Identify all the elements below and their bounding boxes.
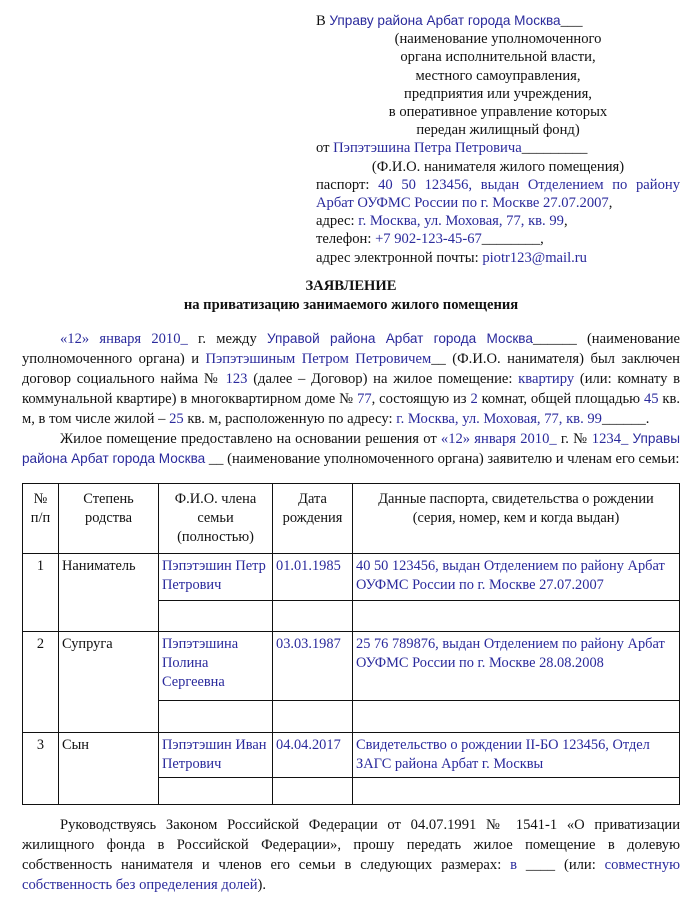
text-fragment: ________, [481, 231, 544, 248]
passport-line [316, 176, 680, 212]
filled-value: Пэпэтэшиным Петром Петровичем [205, 350, 432, 367]
header-document: Данные паспорта, свидетельства о рождении (серия, номер, кем и когда выдан) [353, 483, 680, 553]
cell-document: Свидетельство о рождении II-БО 123456, Отдел ЗАГС района Арбат г. Москвы [353, 732, 680, 777]
table-row [23, 553, 680, 600]
cell-name: Пэпэтэшина Полина Сергеевна [159, 631, 273, 700]
filled-value: совместную собственность без определения долей [22, 856, 681, 893]
text-fragment: ______ (наименование уполномоченного органа) и [22, 330, 680, 367]
table-header-row [23, 483, 680, 553]
filled-value: 77 [357, 390, 372, 407]
filled-value: г. Москва, ул. Моховая, 77, кв. 99 [396, 410, 602, 427]
cell-document: 25 76 789876, выдан Отделением по району Арбат ОУФМС России по г. Москве 28.08.2008 [353, 631, 680, 700]
text-fragment: кв. м, в том числе жилой – [22, 390, 681, 427]
text-fragment: __ (наименование уполномоченного органа) заявителю и членам его семьи: [205, 450, 680, 467]
filled-value: г. Москва, ул. Моховая, 77, кв. 99 [358, 213, 564, 230]
filled-value: +7 902-123-45-67 [375, 231, 482, 248]
paragraph-request [22, 815, 680, 895]
text-fragment: (или: комнату в коммунальной квартире) в многоквартирном доме № [22, 370, 681, 407]
header-block [316, 12, 680, 267]
header-name: Ф.И.О. члена семьи (полностью) [159, 483, 273, 553]
text-fragment: Жилое помещение предоставлено на основании решения от [60, 430, 441, 447]
header-birth-date: Дата рождения [273, 483, 353, 553]
filled-value: в [510, 856, 518, 873]
text-fragment: адрес электронной почты: [316, 249, 483, 266]
from-note: (Ф.И.О. нанимателя жилого помещения) [371, 158, 625, 175]
note-line: предприятия или учреждения, [404, 85, 592, 102]
text-fragment: В [316, 13, 330, 29]
text-fragment: ______. [601, 410, 650, 427]
filled-value: Управой района Арбат города Москва [266, 330, 533, 346]
filled-value: Управу района Арбат города Москва [329, 13, 561, 28]
text-fragment: ____ (или: [517, 856, 605, 873]
filled-value: 2 [470, 390, 478, 407]
text-fragment: г. между [187, 330, 267, 347]
text-fragment: Руководствуясь Законом Российской Федерации от 04.07.1991 № 1541-1 «О приватизации жилищного фонда в Российской Федерации», прошу передать жилое помещение в долевую собственность нанимателя и членов его семьи в следующих размерах: [22, 816, 680, 873]
text-fragment: , состоящую из [371, 390, 471, 407]
cell-birth-date: 01.01.1985 [273, 553, 353, 600]
text-fragment: (далее – Договор) на жилое помещение: [247, 370, 519, 387]
cell-relation: Наниматель [59, 553, 159, 631]
paragraph-basis [22, 429, 680, 469]
paragraph-contract [22, 329, 680, 429]
text-fragment: г. № [556, 430, 592, 447]
header-relation: Степень родства [59, 483, 159, 553]
cell-name: Пэпэтэшин Петр Петрович [159, 553, 273, 600]
text-fragment: ). [257, 876, 267, 893]
text-fragment: , [608, 195, 613, 212]
text-fragment: телефон: [316, 231, 376, 248]
filled-value: 40 50 123456, выдан Отделением по району Арбат ОУФМС России по г. Москве 27.07.2007 [316, 176, 680, 212]
text-fragment: __ (Ф.И.О. нанимателя) был заключен договор социального найма № [22, 350, 680, 387]
addressee-note [316, 30, 680, 139]
note-line: органа исполнительной власти, [400, 49, 596, 66]
note-line: местного самоуправления, [415, 67, 581, 84]
address-line [316, 212, 680, 230]
cell-number: 2 [23, 631, 59, 732]
cell-number: 1 [23, 553, 59, 631]
filled-value: квартиру [518, 370, 575, 387]
text-fragment: кв. м, расположенную по адресу: [183, 410, 397, 427]
filled-value: 123 [225, 370, 248, 387]
text-fragment: комнат, общей площадью [477, 390, 644, 407]
filled-value: 25 [169, 410, 184, 427]
cell-birth-date: 04.04.2017 [273, 732, 353, 777]
text-fragment: адрес: [316, 213, 359, 230]
addressee-line [316, 12, 680, 30]
filled-value: piotr123@mail.ru [482, 249, 587, 266]
table-row [23, 631, 680, 700]
text-fragment: ___ [560, 13, 583, 29]
text-fragment: паспорт: [316, 176, 379, 193]
cell-name: Пэпэтэшин Иван Петрович [159, 732, 273, 777]
cell-document: 40 50 123456, выдан Отделением по району Арбат ОУФМС России по г. Москве 27.07.2007 [353, 553, 680, 600]
filled-value: Управы района Арбат города Москва [22, 430, 680, 466]
text-fragment: от [316, 140, 334, 157]
note-line: передан жилищный фонд) [416, 122, 580, 139]
from-line [316, 139, 680, 157]
filled-value: «12» января 2010_ [60, 330, 188, 347]
text-fragment: _________ [521, 140, 588, 157]
note-line: в оперативное управление которых [388, 104, 608, 121]
cell-birth-date: 03.03.1987 [273, 631, 353, 700]
filled-value: «12» января 2010_ [440, 430, 557, 447]
document-subtitle: на приватизацию занимаемого жилого помещения [183, 296, 519, 313]
title-block [22, 277, 680, 315]
filled-value: 1234_ [591, 430, 629, 447]
header-number: № п/п [23, 483, 59, 553]
email-line [316, 249, 680, 267]
filled-value: 45 [643, 390, 659, 407]
note-line: (наименование уполномоченного [394, 31, 602, 48]
cell-number: 3 [23, 732, 59, 804]
phone-line [316, 230, 680, 248]
cell-relation: Супруга [59, 631, 159, 732]
filled-value: Пэпэтэшина Петра Петровича [333, 140, 522, 157]
family-members-table [22, 483, 680, 805]
text-fragment: , [563, 213, 568, 230]
cell-relation: Сын [59, 732, 159, 804]
document-title: ЗАЯВЛЕНИЕ [305, 277, 397, 294]
table-row [23, 732, 680, 777]
